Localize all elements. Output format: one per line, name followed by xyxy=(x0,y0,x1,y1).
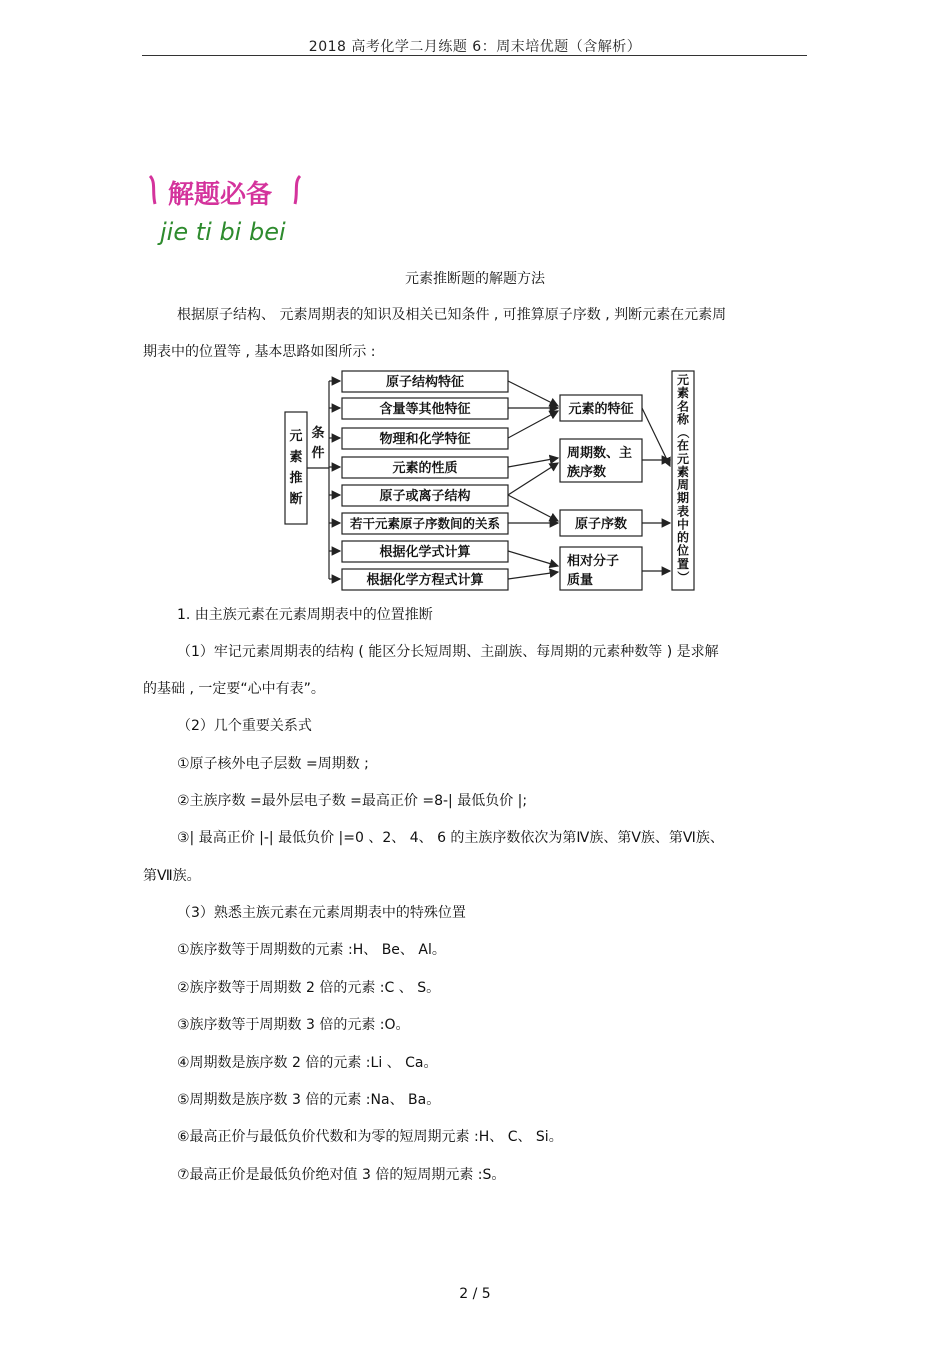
middle-feature: 元素的特征 xyxy=(568,402,634,417)
position-5: ⑤周期数是族序数 3 倍的元素 :Na、 Ba。 xyxy=(177,1092,441,1108)
condition-1: 原子结构特征 xyxy=(385,375,465,390)
header-divider xyxy=(142,55,807,56)
right-label-char: 素 xyxy=(676,464,690,479)
middle-molar-mass-line-1: 相对分子 xyxy=(567,554,620,569)
middle-atomic-number: 原子序数 xyxy=(574,517,628,532)
right-label-char: 元 xyxy=(676,451,690,466)
condition-7: 根据化学式计算 xyxy=(379,545,471,560)
right-label-char: 中 xyxy=(676,517,690,532)
relation-3-line-1: ③| 最高正价 |-| 最低负价 |=0 、2、 4、 6 的主族序数依次为第Ⅳ族、第Ⅴ族、第Ⅵ族、 xyxy=(177,830,724,846)
section-1-1-line-1: （1）牢记元素周期表的结构 ( 能区分长短周期、主副族、每周期的元素种数等 ) 是求解 xyxy=(177,644,719,660)
left-label-char-3: 推 xyxy=(289,471,303,486)
right-label-char: 期 xyxy=(676,491,690,506)
middle-period-group-line-2: 族序数 xyxy=(567,465,607,480)
page-number: 2 / 5 xyxy=(459,1286,491,1302)
condition-3: 物理和化学特征 xyxy=(379,432,471,447)
right-label-char: ） xyxy=(676,570,690,583)
right-label-char: 的 xyxy=(676,530,690,545)
middle-period-group-line-1: 周期数、主 xyxy=(567,446,633,461)
logo-text: 解题必备 xyxy=(168,180,273,210)
right-label-char: 位 xyxy=(676,543,690,558)
intro-line-2: 期表中的位置等 , 基本思路如图所示 : xyxy=(143,344,376,360)
position-7: ⑦最高正价是最低负价绝对值 3 倍的短周期元素 :S。 xyxy=(177,1167,506,1183)
right-label-char: 名 xyxy=(676,399,690,414)
logo-pinyin: jie ti bi bei xyxy=(160,218,286,246)
condition-4: 元素的性质 xyxy=(392,461,458,476)
condition-8: 根据化学方程式计算 xyxy=(366,573,484,588)
right-label-char: 在 xyxy=(676,438,690,453)
left-label-char-1: 元 xyxy=(289,429,303,444)
condition-6: 若干元素原子序数间的关系 xyxy=(349,516,501,531)
left-label-char-2: 素 xyxy=(289,450,303,465)
position-2: ②族序数等于周期数 2 倍的元素 :C 、 S。 xyxy=(177,980,441,996)
relation-1: ①原子核外电子层数 =周期数 ; xyxy=(177,756,369,772)
right-label-char: 素 xyxy=(676,386,690,401)
position-3: ③族序数等于周期数 3 倍的元素 :O。 xyxy=(177,1017,410,1033)
left-label-char-4: 断 xyxy=(289,492,303,507)
right-label-char: 置 xyxy=(676,556,690,571)
jie-ti-bi-bei-logo xyxy=(146,170,316,250)
right-label-char: 元 xyxy=(676,373,690,387)
position-6: ⑥最高正价与最低负价代数和为零的短周期元素 :H、 C、 Si。 xyxy=(177,1129,563,1145)
condition-2: 含量等其他特征 xyxy=(379,402,471,417)
section-1-3-heading: （3）熟悉主族元素在元素周期表中的特殊位置 xyxy=(177,905,466,921)
condition-5: 原子或离子结构 xyxy=(379,489,471,504)
middle-molar-mass-line-2: 质量 xyxy=(567,573,594,588)
section-title: 元素推断题的解题方法 xyxy=(405,271,545,287)
right-label-char: （ xyxy=(676,426,690,439)
condition-label-char-2: 件 xyxy=(311,446,325,461)
right-label-char: 称 xyxy=(676,412,690,427)
element-inference-diagram xyxy=(282,366,702,594)
condition-label-char-1: 条 xyxy=(311,426,325,441)
section-1-2-heading: （2）几个重要关系式 xyxy=(177,718,312,734)
position-4: ④周期数是族序数 2 倍的元素 :Li 、 Ca。 xyxy=(177,1055,438,1071)
page-header: 2018 高考化学二月练题 6：周末培优题（含解析） xyxy=(308,39,642,55)
position-1: ①族序数等于周期数的元素 :H、 Be、 Al。 xyxy=(177,942,446,958)
right-label-char: 表 xyxy=(676,504,690,519)
section-1-1-line-2: 的基础 , 一定要“心中有表”。 xyxy=(143,681,325,697)
intro-line-1: 根据原子结构、 元素周期表的知识及相关已知条件 , 可推算原子序数 , 判断元素在元素周 xyxy=(177,307,727,323)
relation-2: ②主族序数 =最外层电子数 =最高正价 =8-| 最低负价 |; xyxy=(177,793,528,809)
relation-3-line-2: 第Ⅶ族。 xyxy=(143,868,201,884)
right-label-char: 周 xyxy=(676,478,690,492)
section-1-heading: 1. 由主族元素在元素周期表中的位置推断 xyxy=(177,607,433,623)
right-label xyxy=(676,372,691,583)
